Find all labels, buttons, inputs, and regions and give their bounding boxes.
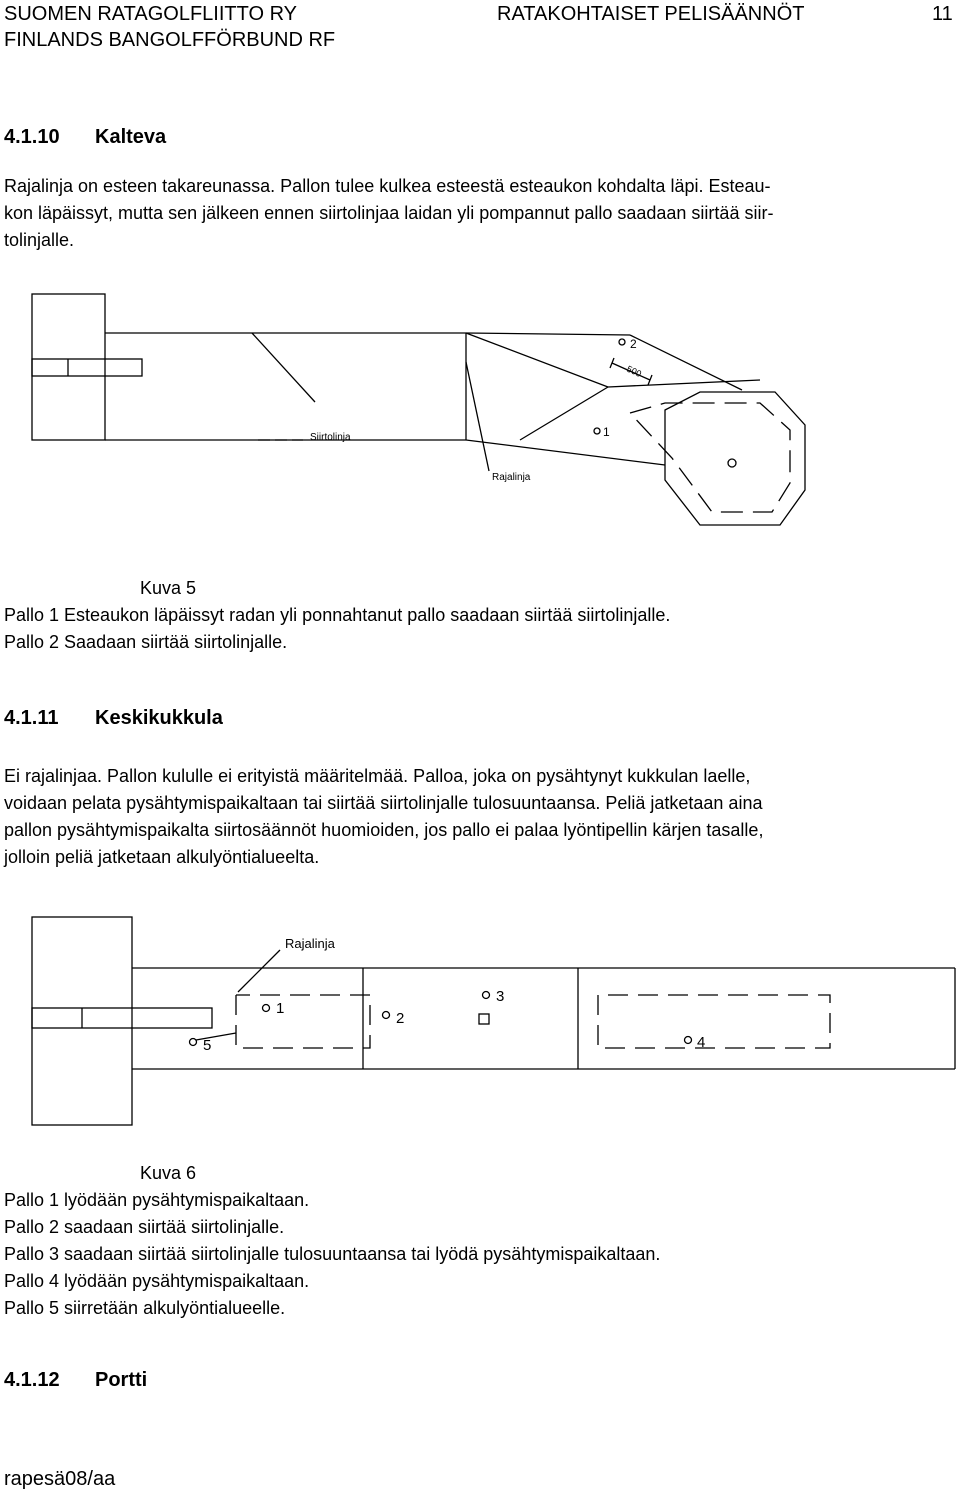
siirtolinja-label: Siirtolinja xyxy=(310,432,351,443)
footer-code: rapesä08/aa xyxy=(4,1468,116,1490)
target-green xyxy=(665,392,805,525)
ball-1-marker xyxy=(263,1005,270,1012)
figure-kuva-5 xyxy=(0,280,960,550)
paragraph-line: Ei rajalinjaa. Pallon kululle ei erityistä määritelmää. Palloa, joka on pysähtynyt kukkulan laelle, xyxy=(4,766,751,786)
hill-area-right xyxy=(598,995,830,1048)
section-number: 4.1.10 xyxy=(4,126,60,148)
figure-caption-title: Kuva 5 xyxy=(140,578,197,598)
dimension-label: 500 xyxy=(625,363,643,379)
target-green-inner xyxy=(630,403,790,512)
tee-mat xyxy=(32,1008,212,1028)
ball-2-marker xyxy=(383,1012,390,1019)
paragraph-line: kon läpäissyt, mutta sen jälkeen ennen siirtolinjaa laidan yli pompannut pallo saadaan siirtää siir- xyxy=(4,203,774,223)
figure-kuva-6 xyxy=(0,905,960,1135)
section-title: Keskikukkula xyxy=(95,707,223,729)
tee-mat xyxy=(32,359,142,376)
rajalinja-leader xyxy=(238,950,280,992)
header-doc-title: RATAKOHTAISET PELISÄÄNNÖT xyxy=(497,3,805,25)
ball-2-label: 2 xyxy=(396,1010,405,1027)
hole xyxy=(728,459,736,467)
section-title: Portti xyxy=(95,1369,148,1391)
section-number: 4.1.12 xyxy=(4,1369,60,1391)
ball-2-marker xyxy=(619,339,625,345)
rajalinja-leader xyxy=(466,362,489,471)
hill-top-marker xyxy=(479,1014,489,1024)
ball-5-label: 5 xyxy=(203,1037,212,1054)
paragraph-line: Rajalinja on esteen takareunassa. Pallon tulee kulkea esteestä esteaukon kohdalta läpi. Esteau- xyxy=(4,176,771,196)
header-org-fi: SUOMEN RATAGOLFLIITTO RY xyxy=(4,3,298,25)
ball-1-label: 1 xyxy=(603,425,610,439)
section-paragraph xyxy=(4,173,956,254)
paragraph-line: jolloin peliä jatketaan alkulyöntialueelta. xyxy=(4,847,320,867)
hill-area-left xyxy=(236,995,370,1048)
ball-1-marker xyxy=(594,428,600,434)
caption-line: Pallo 4 lyödään pysähtymispaikaltaan. xyxy=(4,1271,310,1291)
paragraph-line: tolinjalle. xyxy=(4,230,75,250)
ball-2-label: 2 xyxy=(630,337,637,351)
ball-4-marker xyxy=(685,1037,692,1044)
paragraph-line: voidaan pelata pysähtymispaikaltaan tai siirtää siirtolinjalle tulosuuntaansa. Peliä jatketaan aina xyxy=(4,793,763,813)
section-title: Kalteva xyxy=(95,126,167,148)
ball-3-label: 3 xyxy=(496,988,505,1005)
caption-line: Pallo 3 saadaan siirtää siirtolinjalle tulosuuntaansa tai lyödä pysähtymispaikaltaan. xyxy=(4,1244,661,1264)
lane-outline xyxy=(105,333,760,465)
ball-1-label: 1 xyxy=(276,1000,285,1017)
section-paragraph xyxy=(4,763,956,871)
figure-caption xyxy=(4,602,956,656)
ball-5-marker xyxy=(190,1039,197,1046)
caption-line: Pallo 1 lyödään pysähtymispaikaltaan. xyxy=(4,1190,310,1210)
paragraph-line: pallon pysähtymispaikalta siirtosäännöt huomioiden, jos pallo ei palaa lyöntipellin kärjen tasalle, xyxy=(4,820,764,840)
header-page-number: 11 xyxy=(932,3,953,25)
lane-outline xyxy=(132,968,955,1069)
section-number: 4.1.11 xyxy=(4,707,59,729)
figure-caption xyxy=(4,1187,956,1322)
ball-4-label: 4 xyxy=(697,1034,706,1051)
caption-line: Pallo 2 Saadaan siirtää siirtolinjalle. xyxy=(4,632,288,652)
caption-line: Pallo 5 siirretään alkulyöntialueelle. xyxy=(4,1298,286,1318)
rajalinja-label: Rajalinja xyxy=(285,936,335,951)
figure-caption-title: Kuva 6 xyxy=(140,1163,197,1183)
rajalinja-label: Rajalinja xyxy=(492,472,531,483)
caption-line: Pallo 2 saadaan siirtää siirtolinjalle. xyxy=(4,1217,285,1237)
caption-line: Pallo 1 Esteaukon läpäissyt radan yli ponnahtanut pallo saadaan siirtää siirtolinjalle. xyxy=(4,605,671,625)
ball-3-marker xyxy=(483,992,490,999)
header-org-sv: FINLANDS BANGOLFFÖRBUND RF xyxy=(4,29,336,51)
